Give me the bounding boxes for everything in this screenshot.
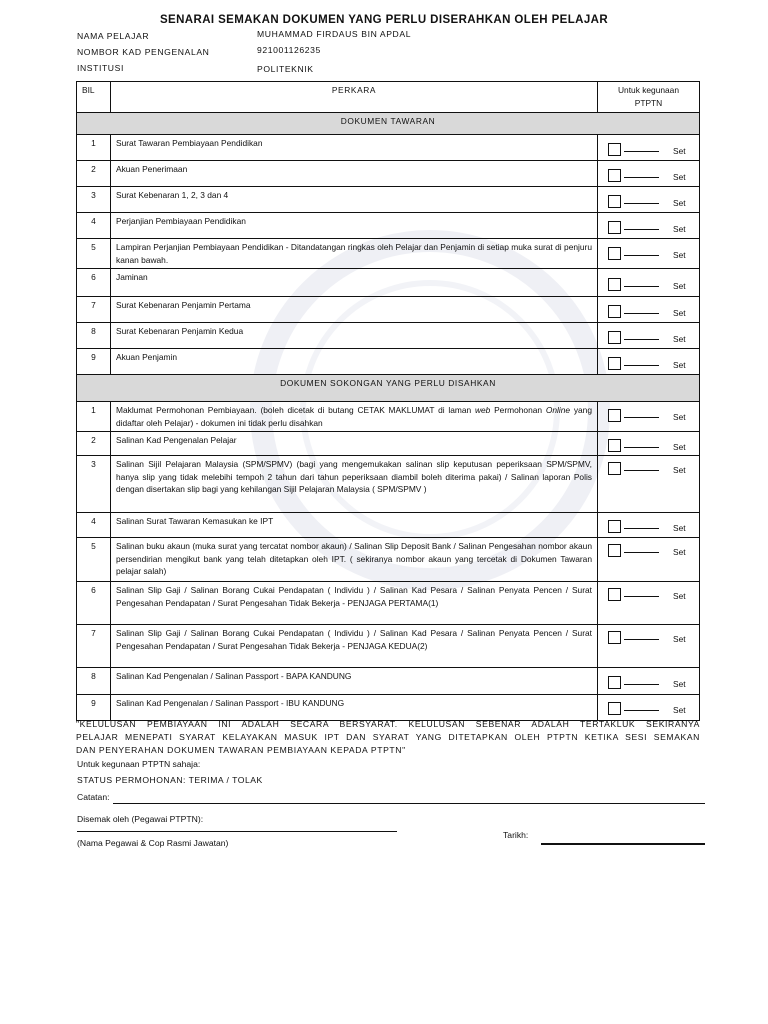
table-header-row <box>77 82 700 113</box>
value-nombor-kad: 921001126235 <box>257 45 321 55</box>
checkbox[interactable] <box>608 702 621 715</box>
table-row <box>77 269 700 297</box>
tick-cell <box>598 161 700 187</box>
tick-cell <box>598 582 700 625</box>
set-count-line[interactable] <box>624 639 659 640</box>
row-text: Surat Kebenaran Penjamin Kedua <box>111 323 598 349</box>
row-text: Salinan Sijil Pelajaran Malaysia (SPM/SPMV) (bagi yang mengemukakan salinan slip keputusan peperiksaan SPM/SPMV, hanya slip yang tidak melebihi tempoh 2 tahun dari tahun peperiksaan diambil boleh diterima pakai) / Salinan laporan Polis dengan disertakan slip bagi yang kehilangan Sijil Pelajaran Malaysia ( SPM/SPMV ) <box>111 456 598 513</box>
checkbox[interactable] <box>608 631 621 644</box>
set-count-line[interactable] <box>624 710 659 711</box>
table-row <box>77 402 700 432</box>
row-number: 5 <box>77 239 111 269</box>
tick-cell <box>598 239 700 269</box>
set-label: Set <box>673 281 686 291</box>
row-text: Salinan Kad Pengenalan / Salinan Passport - BAPA KANDUNG <box>111 668 598 695</box>
label-institusi: INSTITUSI <box>77 63 124 73</box>
checkbox[interactable] <box>608 409 621 422</box>
catatan-label: Catatan: <box>77 792 110 802</box>
set-label: Set <box>673 465 686 475</box>
set-count-line[interactable] <box>624 286 659 287</box>
row-number: 9 <box>77 695 111 721</box>
disemak-label: Disemak oleh (Pegawai PTPTN): <box>77 814 204 824</box>
page-title: SENARAI SEMAKAN DOKUMEN YANG PERLU DISERAHKAN OLEH PELAJAR <box>159 14 609 26</box>
checkbox[interactable] <box>608 439 621 452</box>
label-nombor-kad: NOMBOR KAD PENGENALAN <box>77 47 210 57</box>
row-number: 6 <box>77 269 111 297</box>
tick-cell <box>598 456 700 513</box>
table-row <box>77 239 700 269</box>
set-label: Set <box>673 634 686 644</box>
table-row <box>77 213 700 239</box>
set-count-line[interactable] <box>624 447 659 448</box>
section-dokumen-sokongan: DOKUMEN SOKONGAN YANG PERLU DISAHKAN <box>77 375 700 402</box>
row-text: Surat Tawaran Pembiayaan Pendidikan <box>111 135 598 161</box>
set-label: Set <box>673 250 686 260</box>
row-text: Lampiran Perjanjian Pembiayaan Pendidikan - Ditandatangan ringkas oleh Pelajar dan Penjamin di setiap muka surat di penjuru kanan bawah. <box>111 239 598 269</box>
set-label: Set <box>673 412 686 422</box>
row-number: 4 <box>77 213 111 239</box>
header-kegunaan-line1: Untuk kegunaan <box>618 85 679 95</box>
row-text: Surat Kebenaran Penjamin Pertama <box>111 297 598 323</box>
header-kegunaan-line2: PTPTN <box>634 98 663 108</box>
checkbox[interactable] <box>608 169 621 182</box>
table-row <box>77 538 700 582</box>
set-label: Set <box>673 679 686 689</box>
tick-cell <box>598 538 700 582</box>
table-row <box>77 695 700 721</box>
header-kegunaan <box>598 82 700 113</box>
tarikh-label: Tarikh: <box>503 830 529 840</box>
row-text: Salinan Kad Pengenalan Pelajar <box>111 432 598 456</box>
table-row <box>77 297 700 323</box>
table-row <box>77 323 700 349</box>
row-number: 4 <box>77 513 111 538</box>
checkbox[interactable] <box>608 544 621 557</box>
tick-cell <box>598 625 700 668</box>
set-count-line[interactable] <box>624 528 659 529</box>
row-text-part: Permohonan <box>490 405 546 415</box>
row-number: 9 <box>77 349 111 375</box>
row-number: 8 <box>77 323 111 349</box>
row-number: 1 <box>77 135 111 161</box>
row-text-italic-online: Online <box>545 405 571 415</box>
checklist-table <box>76 81 700 721</box>
note-line-2: PELAJAR MENEPATI SYARAT KELAYAKAN MASUK IPT DAN SYARAT YANG DITETAPKAN OLEH PTPTN KETIKA SESI SEMAKAN <box>76 732 700 742</box>
set-count-line[interactable] <box>624 596 659 597</box>
table-row <box>77 456 700 513</box>
checkbox[interactable] <box>608 195 621 208</box>
set-count-line[interactable] <box>624 470 659 471</box>
tick-cell <box>598 432 700 456</box>
checkbox[interactable] <box>608 331 621 344</box>
checkbox[interactable] <box>608 462 621 475</box>
set-label: Set <box>673 308 686 318</box>
row-number: 7 <box>77 297 111 323</box>
row-number: 3 <box>77 187 111 213</box>
section-dokumen-tawaran: DOKUMEN TAWARAN <box>77 113 700 135</box>
set-label: Set <box>673 224 686 234</box>
row-text: Salinan Kad Pengenalan / Salinan Passport - IBU KANDUNG <box>111 695 598 721</box>
row-number: 6 <box>77 582 111 625</box>
row-text: Jaminan <box>111 269 598 297</box>
row-text: Salinan buku akaun (muka surat yang tercatat nombor akaun) / Salinan Slip Deposit Bank / Salinan Pengesahan nombor akaun persendirian mengikut bank yang telah ditetapkan oleh IPT. ( sekiranya nombor akaun yang tercetak di Dokumen Tawaran pelajar salah) <box>111 538 598 582</box>
catatan-line[interactable] <box>113 803 705 804</box>
table-row <box>77 668 700 695</box>
checkbox[interactable] <box>608 221 621 234</box>
set-label: Set <box>673 591 686 601</box>
row-number: 2 <box>77 161 111 187</box>
tick-cell <box>598 349 700 375</box>
set-count-line[interactable] <box>624 552 659 553</box>
status-permohonan: STATUS PERMOHONAN: TERIMA / TOLAK <box>77 775 263 785</box>
set-count-line[interactable] <box>624 339 659 340</box>
set-label: Set <box>673 146 686 156</box>
set-label: Set <box>673 705 686 715</box>
row-text: Salinan Slip Gaji / Salinan Borang Cukai Pendapatan ( Individu ) / Salinan Kad Pesara / Salinan Penyata Pencen / Surat Pengesahan Pendapatan / Surat Pengesahan Tidak Bekerja - PENJAGA PERTAMA(1) <box>111 582 598 625</box>
set-label: Set <box>673 172 686 182</box>
set-count-line[interactable] <box>624 177 659 178</box>
tick-cell <box>598 269 700 297</box>
set-count-line[interactable] <box>624 151 659 152</box>
set-count-line[interactable] <box>624 313 659 314</box>
table-row <box>77 349 700 375</box>
nama-pegawai-label: (Nama Pegawai & Cop Rasmi Jawatan) <box>77 838 229 848</box>
tick-cell <box>598 135 700 161</box>
table-row <box>77 625 700 668</box>
checkbox[interactable] <box>608 588 621 601</box>
table-row <box>77 432 700 456</box>
table-row <box>77 161 700 187</box>
set-count-line[interactable] <box>624 229 659 230</box>
set-label: Set <box>673 547 686 557</box>
tick-cell <box>598 297 700 323</box>
table-row <box>77 513 700 538</box>
tick-cell <box>598 402 700 432</box>
row-text: Akuan Penerimaan <box>111 161 598 187</box>
row-number: 7 <box>77 625 111 668</box>
tarikh-line[interactable] <box>541 843 705 845</box>
checkbox[interactable] <box>608 520 621 533</box>
row-text-part: Maklumat Permohonan Pembiayaan. (boleh dicetak di butang CETAK MAKLUMAT di laman <box>116 405 475 415</box>
table-row <box>77 582 700 625</box>
row-text-italic-web: web <box>474 405 491 415</box>
row-text-part: yang didaftar oleh Pelajar) - dokumen ini tidak perlu disahkan <box>116 405 592 428</box>
row-number: 2 <box>77 432 111 456</box>
row-number: 1 <box>77 402 111 432</box>
set-count-line[interactable] <box>624 203 659 204</box>
header-bil: BIL <box>77 82 111 113</box>
tick-cell <box>598 513 700 538</box>
signature-line[interactable] <box>77 831 397 832</box>
checkbox[interactable] <box>608 247 621 260</box>
tick-cell <box>598 323 700 349</box>
value-nama-pelajar: MUHAMMAD FIRDAUS BIN APDAL <box>257 29 412 39</box>
checkbox[interactable] <box>608 357 621 370</box>
row-number: 8 <box>77 668 111 695</box>
row-text <box>111 402 598 432</box>
table-row <box>77 187 700 213</box>
table-row <box>77 135 700 161</box>
row-text: Akuan Penjamin <box>111 349 598 375</box>
checkbox[interactable] <box>608 676 621 689</box>
note-line-3: DAN PENYERAHAN DOKUMEN TAWARAN PEMBIAYAAN KEPADA PTPTN" <box>76 745 406 755</box>
set-label: Set <box>673 360 686 370</box>
tick-cell <box>598 668 700 695</box>
checkbox[interactable] <box>608 143 621 156</box>
value-institusi: POLITEKNIK <box>257 64 314 74</box>
checkbox[interactable] <box>608 278 621 291</box>
row-text: Salinan Slip Gaji / Salinan Borang Cukai Pendapatan ( Individu ) / Salinan Kad Pesara / Salinan Penyata Pencen / Surat Pengesahan Pendapatan / Surat Pengesahan Tidak Bekerja - PENJAGA KEDUA(2) <box>111 625 598 668</box>
set-count-line[interactable] <box>624 684 659 685</box>
set-label: Set <box>673 198 686 208</box>
set-count-line[interactable] <box>624 365 659 366</box>
note-line-1: "KELULUSAN PEMBIAYAAN INI ADALAH SECARA BERSYARAT. KELULUSAN SEBENAR ADALAH TERTAKLUK SEKIRANYA <box>76 719 700 729</box>
header-perkara: PERKARA <box>111 82 598 113</box>
tick-cell <box>598 695 700 721</box>
tick-cell <box>598 213 700 239</box>
conditional-approval-note <box>76 718 700 757</box>
row-number: 5 <box>77 538 111 582</box>
set-label: Set <box>673 334 686 344</box>
row-number: 3 <box>77 456 111 513</box>
label-nama-pelajar: NAMA PELAJAR <box>77 31 150 41</box>
row-text: Salinan Surat Tawaran Kemasukan ke IPT <box>111 513 598 538</box>
ptptn-use-label: Untuk kegunaan PTPTN sahaja: <box>77 759 201 769</box>
set-label: Set <box>673 523 686 533</box>
checkbox[interactable] <box>608 305 621 318</box>
tick-cell <box>598 187 700 213</box>
row-text: Perjanjian Pembiayaan Pendidikan <box>111 213 598 239</box>
row-text: Surat Kebenaran 1, 2, 3 dan 4 <box>111 187 598 213</box>
set-label: Set <box>673 442 686 452</box>
set-count-line[interactable] <box>624 417 659 418</box>
set-count-line[interactable] <box>624 255 659 256</box>
